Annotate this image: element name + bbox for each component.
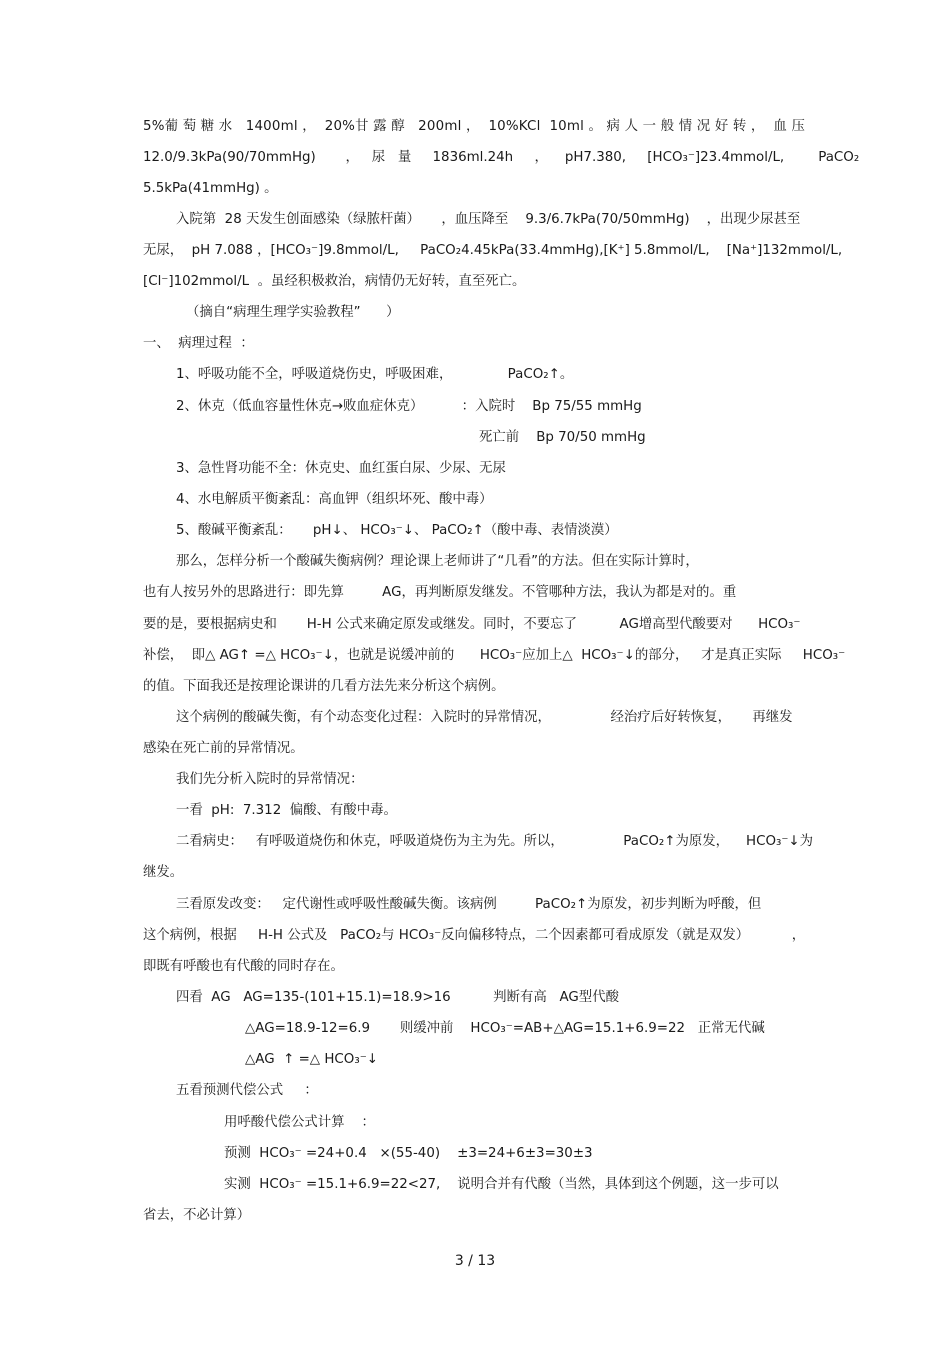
text-line: 用呼酸代偿公式计算 ： <box>224 1115 375 1130</box>
text-line: [Cl⁻]102mmol/L 。虽经积极救治，病情仍无好转，直至死亡。 <box>143 274 526 289</box>
text-line: 5.5kPa(41mmHg) 。 <box>143 181 278 196</box>
text-line: 12.0/9.3kPa(90/70mmHg) ， 尿 量 1836ml.24h ， pH7.380, [HCO₃⁻]23.4mmol/L, PaCO₂ <box>143 150 860 165</box>
text-line: 那么，怎样分析一个酸碱失衡病例？理论课上老师讲了“几看”的方法。但在实际计算时， <box>176 554 699 569</box>
text-line: 省去，不必计算） <box>143 1208 251 1223</box>
formula-line: △AG=18.9-12=6.9 则缓冲前 HCO₃⁻=AB+△AG=15.1+6.9=22 正常无代碱 <box>245 1021 765 1036</box>
list-item: 2、休克（低血容量性休克→败血症休克） ：入院时 Bp 75/55 mmHg <box>176 399 642 414</box>
list-item: 4、水电解质平衡紊乱：高血钾（组织坏死、酸中毒） <box>176 492 493 507</box>
text-line: 入院第 28 天发生创面感染（绿脓杆菌） ，血压降至 9.3/6.7kPa(70/50mmHg) ，出现少尿甚至 <box>176 212 801 227</box>
list-item-continuation: 死亡前 Bp 70/50 mmHg <box>479 430 646 445</box>
text-line: 三看原发改变： 定代谢性或呼吸性酸碱失衡。该病例 PaCO₂↑为原发，初步判断为呼酸，但 <box>176 897 762 912</box>
list-item: 3、急性肾功能不全：休克史、血红蛋白尿、少尿、无尿 <box>176 461 506 476</box>
text-line: 感染在死亡前的异常情况。 <box>143 741 304 756</box>
text-line: 我们先分析入院时的异常情况： <box>176 772 364 787</box>
text-line: 要的是，要根据病史和 H-H 公式来确定原发或继发。同时，不要忘了 AG增高型代酸要对 HCO₃⁻ <box>143 617 801 632</box>
text-line: 继发。 <box>143 865 184 880</box>
text-line: 五看预测代偿公式 ： <box>176 1083 318 1098</box>
text-line: 的值。下面我还是按理论课讲的几看方法先来分析这个病例。 <box>143 679 505 694</box>
text-line: 即既有呼酸也有代酸的同时存在。 <box>143 959 344 974</box>
text-line: 5%葡 萄 糖 水 1400ml ， 20%甘 露 醇 200ml ， 10%KCl 10ml 。 病 人 一 般 情 况 好 转 ， 血 压 <box>143 119 806 134</box>
text-line: 这个病例的酸碱失衡，有个动态变化过程：入院时的异常情况， 经治疗后好转恢复， 再继发 <box>176 710 793 725</box>
text-line: （摘自“病理生理学实验教程” ） <box>186 305 400 320</box>
section-heading: 一、 病理过程 ： <box>143 336 254 351</box>
formula-line: △AG ↑ =△ HCO₃⁻↓ <box>245 1052 378 1067</box>
text-line: 四看 AG AG=135-(101+15.1)=18.9>16 判断有高 AG型代酸 <box>176 990 619 1005</box>
text-line: 也有人按另外的思路进行：即先算 AG，再判断原发继发。不管哪种方法，我认为都是对的。重 <box>143 585 737 600</box>
formula-line: 实测 HCO₃⁻ =15.1+6.9=22<27, 说明合并有代酸（当然，具体到这个例题，这一步可以 <box>224 1177 779 1192</box>
text-line: 一看 pH: 7.312 偏酸、有酸中毒。 <box>176 803 397 818</box>
text-line: 这个病例，根据 H-H 公式及 PaCO₂与 HCO₃⁻反向偏移特点，二个因素都可看成原发（就是双发） ， <box>143 928 806 943</box>
list-item: 5、酸碱平衡紊乱： pH↓、 HCO₃⁻↓、 PaCO₂↑（酸中毒、表情淡漠） <box>176 523 618 538</box>
formula-line: 预测 HCO₃⁻ =24+0.4 ×(55-40) ±3=24+6±3=30±3 <box>224 1146 593 1161</box>
text-line: 二看病史： 有呼吸道烧伤和休克，呼吸道烧伤为主为先。所以， PaCO₂↑为原发， HCO₃⁻↓为 <box>176 834 814 849</box>
text-line: 无尿， pH 7.088 ，[HCO₃⁻]9.8mmol/L, PaCO₂4.45kPa(33.4mmHg),[K⁺] 5.8mmol/L, [Na⁺]132mmol/L, <box>143 243 843 258</box>
list-item: 1、呼吸功能不全，呼吸道烧伤史，呼吸困难， PaCO₂↑。 <box>176 367 574 382</box>
text-line: 补偿， 即△ AG↑ =△ HCO₃⁻↓，也就是说缓冲前的 HCO₃⁻应加上△ HCO₃⁻↓的部分， 才是真正实际 HCO₃⁻ <box>143 648 846 663</box>
page-number: 3 / 13 <box>454 1253 496 1269</box>
